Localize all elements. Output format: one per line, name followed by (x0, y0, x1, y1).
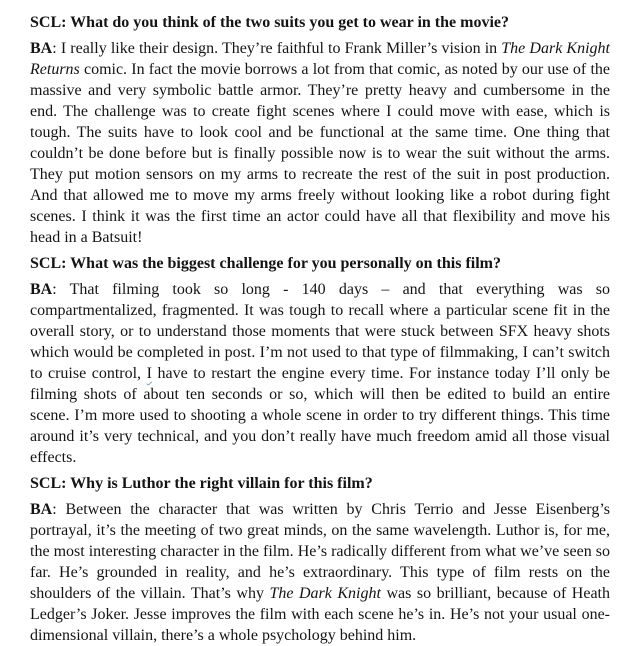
answer-segment: I (146, 365, 152, 382)
answer-segment: was so brilliant, because of Heath Ledger’s Joker. Jesse improves the film with each scene he’s in. He’s not your usual one-dimensional villain, there’s a whole psychology behind him. (30, 585, 610, 644)
speaker-label: BA (30, 40, 53, 57)
answer-segment: The Dark Knight Returns (30, 40, 610, 78)
speaker-label: BA (30, 501, 53, 518)
answer-segment: have to restart the engine every time. For instance today I’ll only be filming shots of about ten seconds or so, which will then be edited to build an entire scene. I’m more used to shooting a whole scene in order to try different things. This time around it’s very technical, and you don’t really have much freedom amid all those visual effects. (30, 365, 611, 466)
question-heading: SCL: What do you think of the two suits you get to wear in the movie? (30, 14, 509, 31)
answer-paragraph (30, 38, 610, 248)
question-heading: SCL: What was the biggest challenge for you personally on this film? (30, 255, 501, 272)
answer-paragraph (30, 279, 610, 468)
answer-segment: comic. In fact the movie borrows a lot from that comic, as noted by our use of the massive and very symbolic battle armor. They’re pretty heavy and cumbersome in the end. The challenge was to create fight scenes where I could move with ease, which is tough. The suits have to look cool and be functional at the same time. One thing that couldn’t be done before but is finally possible now is to wear the suit without the arms. They put motion sensors on my arms to recreate the rest of the suit in post production. And that allowed me to move my arms freely without looking like a robot during fight scenes. I think it was the first time an actor could have all that flexibility and move his head in a Batsuit! (30, 61, 610, 246)
answer-segment: : I really like their design. They’re faithful to Frank Miller’s vision in (52, 40, 502, 57)
speaker-label: BA (30, 281, 53, 298)
answer-segment: : Between the character that was written by Chris Terrio and Jesse Eisenberg’s portrayal, it’s the meeting of two great minds, on the same wavelength. Luthor is, for me, the most interesting character in the film. He’s radically different from what we’ve seen so far. He’s grounded in reality, and he’s extraordinary. This type of film rests on the shoulders of the villain. That’s why (30, 501, 610, 602)
answer-paragraph (30, 499, 610, 646)
answer-segment: : That filming took so long - 140 days – and that everything was so compartmentalized, fragmented. It was tough to recall where a particular scene fit in the overall story, or to understand those moments that were stuck between SFX heavy shots which would be completed in post. I’m not used to that type of filmmaking, I can’t switch to cruise control, (30, 281, 610, 382)
question-heading: SCL: Why is Luthor the right villain for this film? (30, 475, 373, 492)
answer-segment: The Dark Knight (269, 585, 381, 602)
